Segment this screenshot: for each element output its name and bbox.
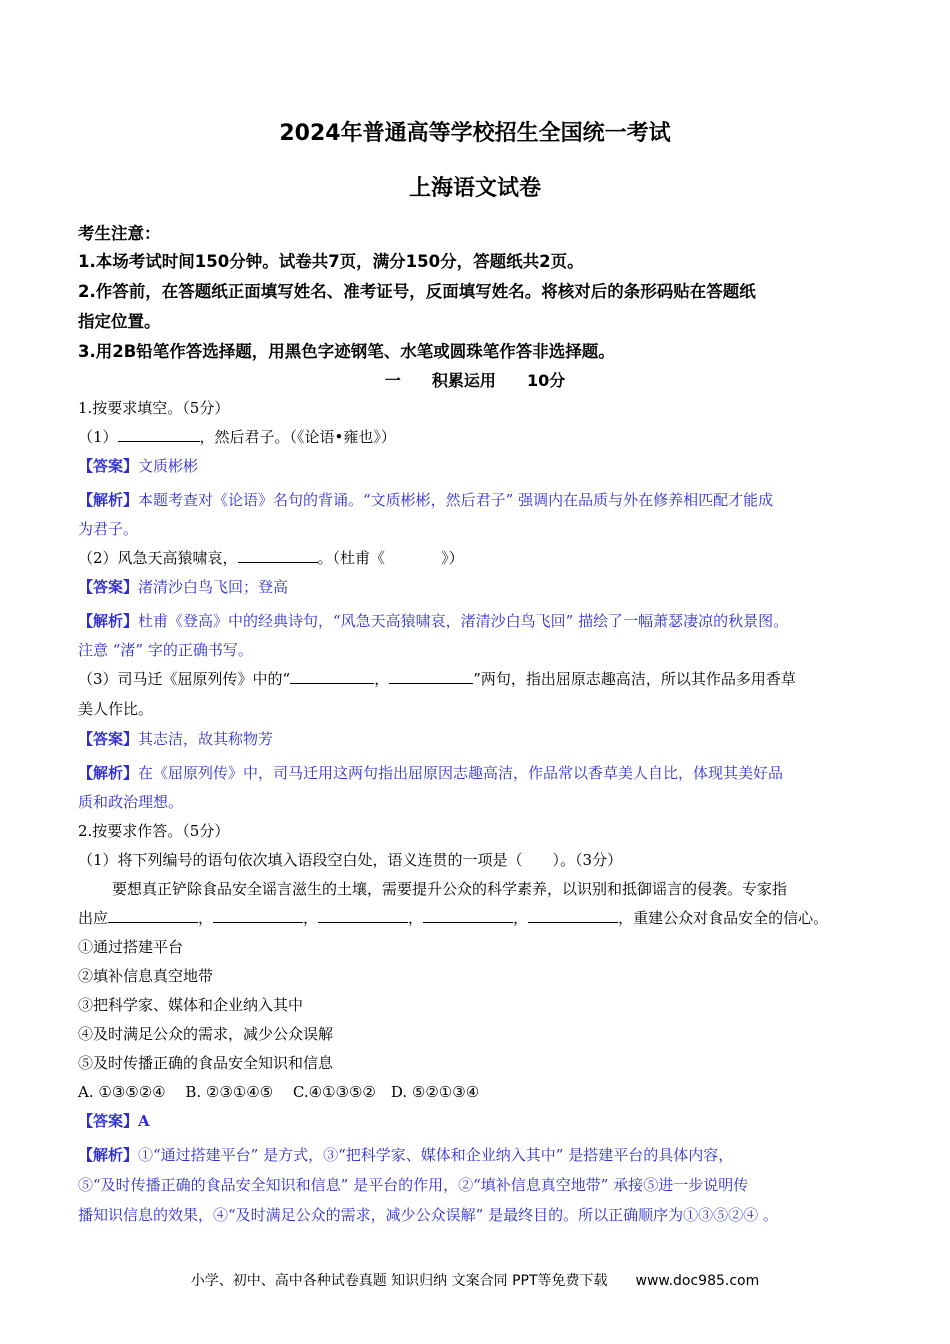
answer-blank[interactable]	[318, 908, 408, 923]
answer-blank[interactable]	[389, 669, 473, 684]
separator: ，	[303, 909, 319, 927]
q1-part3-analysis	[78, 762, 783, 783]
option-1: ①通过搭建平台	[78, 938, 184, 956]
separator: ，	[408, 909, 424, 927]
q1-part1-suffix: ，然后君子。（《论语•雍也》）	[199, 428, 396, 446]
answer-tag: 【答案】	[78, 1112, 139, 1130]
separator: ，	[198, 909, 214, 927]
analysis-tag: 【解析】	[78, 1146, 139, 1164]
q1-part1-answer	[78, 455, 198, 476]
analysis-text: 本题考查对《论语》名句的背诵。“文质彬彬，然后君子” 强调内在品质与外在修养相匹配才能成	[138, 491, 774, 509]
answer-blank[interactable]	[213, 908, 303, 923]
q2-passage-cont	[78, 907, 828, 928]
analysis-text: 在《屈原列传》中，司马迁用这两句指出屈原因志趣高洁，作品常以香草美人自比，体现其美好品	[138, 764, 784, 782]
answer-blank[interactable]	[528, 908, 618, 923]
answer-text: 其志洁，故其称物芳	[138, 730, 274, 748]
q1-part3-prefix: （3）司马迁《屈原列传》中的“	[78, 670, 291, 688]
notice-item-2-cont: 指定位置。	[78, 312, 161, 331]
page-footer: 小学、初中、高中各种试卷真题 知识归纳 文案合同 PPT等免费下载 www.doc985.com	[190, 1273, 760, 1289]
analysis-tag: 【解析】	[78, 764, 139, 782]
q1-part2-answer	[78, 576, 288, 597]
answer-blank[interactable]	[108, 908, 198, 923]
q1-part2-close: 》）	[441, 549, 464, 567]
section-number: 一	[384, 371, 401, 390]
option-5: ⑤及时传播正确的食品安全知识和信息	[78, 1054, 334, 1072]
q2-analysis	[78, 1144, 733, 1165]
q2-stem: 2.按要求作答。（5分）	[78, 822, 230, 840]
section-score: 10分	[527, 371, 566, 390]
exam-title: 2024年普通高等学校招生全国统一考试	[279, 121, 671, 146]
separator: ，	[513, 909, 529, 927]
answer-tag: 【答案】	[78, 730, 139, 748]
option-4: ④及时满足公众的需求，减少公众误解	[78, 1025, 334, 1043]
answer-text: 渚清沙白鸟飞回；登高	[138, 578, 289, 596]
answer-tag: 【答案】	[78, 578, 139, 596]
q2-passage-suffix: ，重建公众对食品安全的信心。	[618, 909, 829, 927]
q1-part2-suffix: 。（杜甫《	[317, 549, 386, 567]
q1-part2-analysis-cont: 注意 “渚” 字的正确书写。	[78, 641, 253, 659]
answer-blank[interactable]	[423, 908, 513, 923]
q1-part3-analysis-cont: 质和政治理想。	[78, 793, 184, 811]
answer-text: 文质彬彬	[138, 457, 199, 475]
answer-blank[interactable]	[238, 548, 318, 563]
q1-part2-analysis	[78, 610, 788, 631]
answer-text: A	[138, 1112, 150, 1130]
q1-part3-mid: ，	[374, 670, 390, 688]
option-3: ③把科学家、媒体和企业纳入其中	[78, 996, 304, 1014]
q1-part1	[78, 426, 396, 447]
q2-choices: A. ①③⑤②④ B. ②③①④⑤ C.④①③⑤② D. ⑤②①③④	[78, 1083, 480, 1101]
answer-blank[interactable]	[118, 427, 200, 442]
q2-analysis-cont-1: ⑤“及时传播正确的食品安全知识和信息” 是平台的作用，②“填补信息真空地带” 承接⑤进一步说明传	[78, 1176, 749, 1194]
option-2: ②填补信息真空地带	[78, 967, 214, 985]
q1-part3-cont: 美人作比。	[78, 700, 154, 718]
q2-analysis-cont-2: 播知识信息的效果，④“及时满足公众的需求，减少公众误解” 是最终目的。所以正确顺序为①③⑤②④ 。	[78, 1206, 778, 1224]
q2-part1-stem: （1）将下列编号的语句依次填入语段空白处，语义连贯的一项是（ ）。（3分）	[78, 851, 623, 869]
answer-blank[interactable]	[290, 669, 374, 684]
analysis-text: ①“通过搭建平台” 是方式，③“把科学家、媒体和企业纳入其中” 是搭建平台的具体内容，	[138, 1146, 734, 1164]
q1-part3-suffix: ”两句，指出屈原志趣高洁，所以其作品多用香草	[473, 670, 796, 688]
analysis-text: 杜甫《登高》中的经典诗句，“风急天高猿啸哀，渚清沙白鸟飞回” 描绘了一幅萧瑟凄凉的秋景图。	[138, 612, 789, 630]
q2-answer	[78, 1110, 150, 1131]
q1-part2	[78, 547, 464, 568]
section-heading	[0, 368, 950, 391]
q1-part3-answer	[78, 728, 273, 749]
q1-stem: 1.按要求填空。（5分）	[78, 399, 230, 417]
q2-passage: 要想真正铲除食品安全谣言滋生的土壤，需要提升公众的科学素养，以识别和抵御谣言的侵袭。专家指	[112, 880, 788, 898]
notice-item-1: 1.本场考试时间150分钟。试卷共7页，满分150分，答题纸共2页。	[78, 252, 584, 271]
q1-part1-analysis-cont: 为君子。	[78, 520, 139, 538]
analysis-tag: 【解析】	[78, 491, 139, 509]
section-name: 积累运用	[431, 371, 496, 390]
q1-part3	[78, 668, 796, 689]
notice-item-3: 3.用2B铅笔作答选择题，用黑色字迹钢笔、水笔或圆珠笔作答非选择题。	[78, 342, 615, 361]
notice-heading: 考生注意：	[78, 224, 161, 243]
analysis-tag: 【解析】	[78, 612, 139, 630]
q1-part1-analysis	[78, 489, 773, 510]
notice-item-2: 2.作答前，在答题纸正面填写姓名、准考证号，反面填写姓名。将核对后的条形码贴在答题纸	[78, 282, 756, 301]
q2-passage-prefix: 出应	[78, 909, 109, 927]
q1-part2-prefix: （2）风急天高猿啸哀，	[78, 549, 238, 567]
answer-tag: 【答案】	[78, 457, 139, 475]
exam-subtitle: 上海语文试卷	[408, 176, 541, 201]
q1-part1-prefix: （1）	[78, 428, 118, 446]
